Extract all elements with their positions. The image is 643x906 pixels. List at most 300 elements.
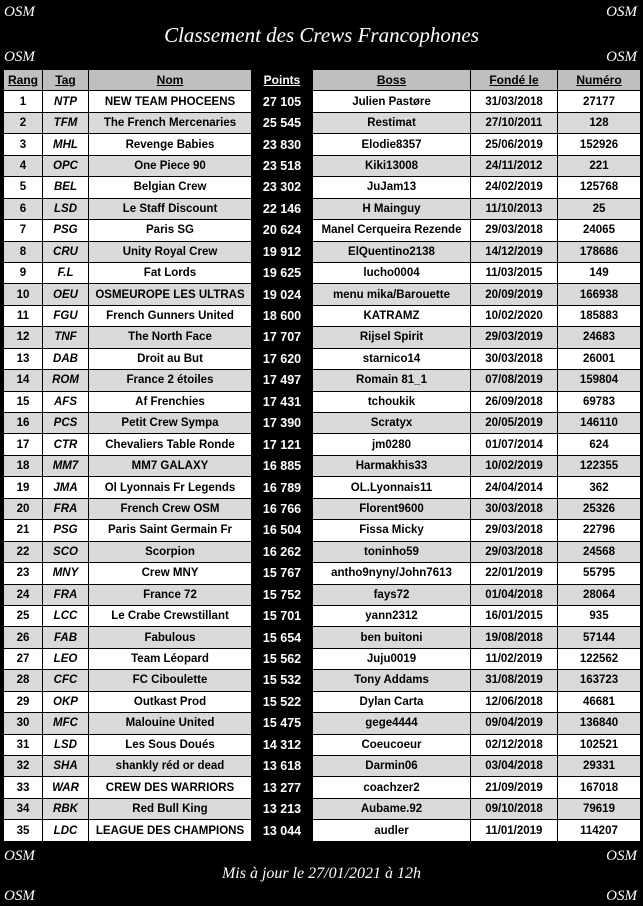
cell-numero: 159804 <box>558 370 641 391</box>
table-row <box>4 348 641 369</box>
cell-fonde: 25/06/2019 <box>471 134 558 155</box>
cell-nom: LEAGUE DES CHAMPIONS <box>89 820 252 841</box>
cell-rang: 9 <box>4 262 43 283</box>
cell-points: 23 518 <box>252 155 313 176</box>
cell-numero: 136840 <box>558 713 641 734</box>
cell-boss: ElQuentino2138 <box>313 241 471 262</box>
cell-rang: 7 <box>4 220 43 241</box>
cell-nom: Le Crabe Crewstillant <box>89 605 252 626</box>
cell-points: 14 312 <box>252 734 313 755</box>
cell-fonde: 29/03/2018 <box>471 541 558 562</box>
table-row <box>4 413 641 434</box>
cell-tag: DAB <box>43 348 89 369</box>
cell-points: 15 475 <box>252 713 313 734</box>
cell-boss: Julien Pastøre <box>313 91 471 112</box>
table-header-row <box>4 70 641 91</box>
cell-rang: 33 <box>4 777 43 798</box>
cell-numero: 166938 <box>558 284 641 305</box>
cell-nom: Malouine United <box>89 713 252 734</box>
cell-fonde: 01/07/2014 <box>471 434 558 455</box>
cell-nom: NEW TEAM PHOCEENS <box>89 91 252 112</box>
table-row <box>4 391 641 412</box>
cell-points: 13 618 <box>252 756 313 777</box>
table-row <box>4 691 641 712</box>
table-row <box>4 756 641 777</box>
cell-rang: 3 <box>4 134 43 155</box>
cell-rang: 20 <box>4 498 43 519</box>
cell-points: 13 044 <box>252 820 313 841</box>
cell-numero: 24683 <box>558 327 641 348</box>
cell-fonde: 24/02/2019 <box>471 177 558 198</box>
cell-boss: Rijsel Spirit <box>313 327 471 348</box>
cell-rang: 6 <box>4 198 43 219</box>
cell-tag: MM7 <box>43 455 89 476</box>
cell-nom: The French Mercenaries <box>89 112 252 133</box>
cell-tag: LSD <box>43 198 89 219</box>
cell-tag: BEL <box>43 177 89 198</box>
cell-numero: 24568 <box>558 541 641 562</box>
header-numero: Numéro <box>558 70 641 91</box>
cell-tag: NTP <box>43 91 89 112</box>
cell-rang: 8 <box>4 241 43 262</box>
cell-fonde: 14/12/2019 <box>471 241 558 262</box>
cell-fonde: 03/04/2018 <box>471 756 558 777</box>
cell-rang: 2 <box>4 112 43 133</box>
cell-fonde: 30/03/2018 <box>471 348 558 369</box>
cell-tag: JMA <box>43 477 89 498</box>
cell-points: 17 431 <box>252 391 313 412</box>
cell-boss: Scratyx <box>313 413 471 434</box>
cell-tag: PSG <box>43 220 89 241</box>
table-row <box>4 91 641 112</box>
cell-numero: 152926 <box>558 134 641 155</box>
table-row <box>4 605 641 626</box>
cell-points: 19 625 <box>252 262 313 283</box>
cell-points: 15 522 <box>252 691 313 712</box>
cell-numero: 221 <box>558 155 641 176</box>
cell-tag: FRA <box>43 584 89 605</box>
cell-rang: 30 <box>4 713 43 734</box>
cell-rang: 14 <box>4 370 43 391</box>
cell-nom: Red Bull King <box>89 798 252 819</box>
cell-fonde: 12/06/2018 <box>471 691 558 712</box>
cell-nom: CREW DES WARRIORS <box>89 777 252 798</box>
cell-points: 16 766 <box>252 498 313 519</box>
cell-rang: 5 <box>4 177 43 198</box>
cell-fonde: 11/10/2013 <box>471 198 558 219</box>
cell-fonde: 07/08/2019 <box>471 370 558 391</box>
table-row <box>4 305 641 326</box>
cell-nom: FC Ciboulette <box>89 670 252 691</box>
cell-rang: 12 <box>4 327 43 348</box>
cell-points: 15 654 <box>252 627 313 648</box>
cell-tag: SHA <box>43 756 89 777</box>
cell-boss: audler <box>313 820 471 841</box>
cell-numero: 25326 <box>558 498 641 519</box>
cell-boss: Darmin06 <box>313 756 471 777</box>
cell-fonde: 11/01/2019 <box>471 820 558 841</box>
cell-numero: 128 <box>558 112 641 133</box>
cell-numero: 149 <box>558 262 641 283</box>
cell-nom: Paris SG <box>89 220 252 241</box>
osm-watermark-bottom-left: OSM <box>4 848 35 864</box>
cell-points: 16 504 <box>252 520 313 541</box>
cell-tag: FRA <box>43 498 89 519</box>
ranking-table <box>3 69 641 842</box>
cell-boss: ben buitoni <box>313 627 471 648</box>
cell-boss: toninho59 <box>313 541 471 562</box>
cell-rang: 11 <box>4 305 43 326</box>
cell-nom: OSMEUROPE LES ULTRAS <box>89 284 252 305</box>
cell-nom: Petit Crew Sympa <box>89 413 252 434</box>
table-row <box>4 820 641 841</box>
cell-numero: 79619 <box>558 798 641 819</box>
cell-tag: LCC <box>43 605 89 626</box>
cell-tag: MNY <box>43 563 89 584</box>
cell-numero: 146110 <box>558 413 641 434</box>
table-row <box>4 262 641 283</box>
table-body <box>4 91 641 841</box>
cell-boss: Restimat <box>313 112 471 133</box>
cell-boss: jm0280 <box>313 434 471 455</box>
cell-fonde: 09/10/2018 <box>471 798 558 819</box>
cell-points: 17 620 <box>252 348 313 369</box>
table-row <box>4 327 641 348</box>
table-row <box>4 541 641 562</box>
cell-fonde: 16/01/2015 <box>471 605 558 626</box>
cell-tag: WAR <box>43 777 89 798</box>
cell-points: 27 105 <box>252 91 313 112</box>
cell-fonde: 10/02/2020 <box>471 305 558 326</box>
table-row <box>4 434 641 455</box>
cell-boss: OL.Lyonnais11 <box>313 477 471 498</box>
cell-points: 19 912 <box>252 241 313 262</box>
cell-boss: coachzer2 <box>313 777 471 798</box>
cell-points: 18 600 <box>252 305 313 326</box>
cell-nom: Fabulous <box>89 627 252 648</box>
cell-fonde: 22/01/2019 <box>471 563 558 584</box>
cell-rang: 13 <box>4 348 43 369</box>
cell-tag: PSG <box>43 520 89 541</box>
cell-boss: tchoukik <box>313 391 471 412</box>
cell-rang: 18 <box>4 455 43 476</box>
page-title: Classement des Crews Francophones <box>164 23 479 47</box>
header-fonde: Fondé le <box>471 70 558 91</box>
cell-tag: TNF <box>43 327 89 348</box>
cell-numero: 27177 <box>558 91 641 112</box>
update-footer: Mis à jour le 27/01/2021 à 12h <box>221 865 422 882</box>
cell-boss: Elodie8357 <box>313 134 471 155</box>
cell-nom: One Piece 90 <box>89 155 252 176</box>
cell-rang: 22 <box>4 541 43 562</box>
cell-boss: KATRAMZ <box>313 305 471 326</box>
cell-points: 15 752 <box>252 584 313 605</box>
cell-boss: starnico14 <box>313 348 471 369</box>
cell-tag: MFC <box>43 713 89 734</box>
cell-nom: Droit au But <box>89 348 252 369</box>
cell-boss: lucho0004 <box>313 262 471 283</box>
table-row <box>4 584 641 605</box>
header-tag: Tag <box>43 70 89 91</box>
cell-nom: France 2 étoiles <box>89 370 252 391</box>
cell-boss: H Mainguy <box>313 198 471 219</box>
cell-points: 15 767 <box>252 563 313 584</box>
cell-boss: Fissa Micky <box>313 520 471 541</box>
cell-points: 15 532 <box>252 670 313 691</box>
cell-points: 15 701 <box>252 605 313 626</box>
cell-points: 23 830 <box>252 134 313 155</box>
cell-fonde: 26/09/2018 <box>471 391 558 412</box>
cell-nom: shankly réd or dead <box>89 756 252 777</box>
cell-nom: MM7 GALAXY <box>89 455 252 476</box>
cell-tag: F.L <box>43 262 89 283</box>
cell-fonde: 31/08/2019 <box>471 670 558 691</box>
cell-nom: Scorpion <box>89 541 252 562</box>
table-row <box>4 220 641 241</box>
cell-nom: Ol Lyonnais Fr Legends <box>89 477 252 498</box>
table-row <box>4 734 641 755</box>
cell-rang: 1 <box>4 91 43 112</box>
cell-numero: 125768 <box>558 177 641 198</box>
cell-nom: Chevaliers Table Ronde <box>89 434 252 455</box>
cell-nom: Team Léopard <box>89 648 252 669</box>
cell-fonde: 30/03/2018 <box>471 498 558 519</box>
cell-nom: Belgian Crew <box>89 177 252 198</box>
cell-boss: gege4444 <box>313 713 471 734</box>
table-row <box>4 370 641 391</box>
cell-rang: 32 <box>4 756 43 777</box>
cell-boss: Coeucoeur <box>313 734 471 755</box>
cell-points: 13 277 <box>252 777 313 798</box>
cell-boss: fays72 <box>313 584 471 605</box>
table-row <box>4 648 641 669</box>
table-row <box>4 198 641 219</box>
cell-numero: 362 <box>558 477 641 498</box>
cell-nom: French Crew OSM <box>89 498 252 519</box>
cell-points: 17 121 <box>252 434 313 455</box>
cell-boss: antho9nyny/John7613 <box>313 563 471 584</box>
cell-tag: PCS <box>43 413 89 434</box>
cell-numero: 163723 <box>558 670 641 691</box>
cell-nom: Unity Royal Crew <box>89 241 252 262</box>
cell-tag: SCO <box>43 541 89 562</box>
cell-rang: 16 <box>4 413 43 434</box>
cell-nom: Af Frenchies <box>89 391 252 412</box>
cell-numero: 25 <box>558 198 641 219</box>
cell-rang: 23 <box>4 563 43 584</box>
cell-tag: OKP <box>43 691 89 712</box>
table-row <box>4 284 641 305</box>
cell-points: 17 707 <box>252 327 313 348</box>
cell-numero: 114207 <box>558 820 641 841</box>
cell-fonde: 01/04/2018 <box>471 584 558 605</box>
osm-watermark-mid-right: OSM <box>606 49 637 65</box>
cell-tag: OEU <box>43 284 89 305</box>
cell-boss: yann2312 <box>313 605 471 626</box>
cell-boss: Tony Addams <box>313 670 471 691</box>
header-nom: Nom <box>89 70 252 91</box>
cell-points: 23 302 <box>252 177 313 198</box>
cell-numero: 624 <box>558 434 641 455</box>
cell-fonde: 09/04/2019 <box>471 713 558 734</box>
cell-fonde: 29/03/2018 <box>471 220 558 241</box>
osm-watermark-footer-left: OSM <box>4 888 35 904</box>
cell-fonde: 24/04/2014 <box>471 477 558 498</box>
cell-boss: Harmakhis33 <box>313 455 471 476</box>
cell-numero: 102521 <box>558 734 641 755</box>
table-row <box>4 477 641 498</box>
cell-tag: LSD <box>43 734 89 755</box>
cell-points: 17 497 <box>252 370 313 391</box>
cell-nom: Fat Lords <box>89 262 252 283</box>
cell-tag: CTR <box>43 434 89 455</box>
cell-numero: 122355 <box>558 455 641 476</box>
cell-nom: The North Face <box>89 327 252 348</box>
cell-points: 17 390 <box>252 413 313 434</box>
table-row <box>4 563 641 584</box>
cell-numero: 24065 <box>558 220 641 241</box>
cell-rang: 27 <box>4 648 43 669</box>
cell-points: 15 562 <box>252 648 313 669</box>
header-points: Points <box>252 70 313 91</box>
cell-tag: RBK <box>43 798 89 819</box>
cell-boss: Romain 81_1 <box>313 370 471 391</box>
cell-rang: 25 <box>4 605 43 626</box>
cell-points: 19 024 <box>252 284 313 305</box>
cell-numero: 185883 <box>558 305 641 326</box>
cell-rang: 21 <box>4 520 43 541</box>
table-row <box>4 112 641 133</box>
cell-tag: CFC <box>43 670 89 691</box>
cell-points: 16 262 <box>252 541 313 562</box>
cell-points: 22 146 <box>252 198 313 219</box>
cell-nom: Crew MNY <box>89 563 252 584</box>
cell-rang: 29 <box>4 691 43 712</box>
cell-rang: 26 <box>4 627 43 648</box>
cell-tag: CRU <box>43 241 89 262</box>
cell-tag: MHL <box>43 134 89 155</box>
cell-rang: 35 <box>4 820 43 841</box>
table-row <box>4 713 641 734</box>
cell-numero: 122562 <box>558 648 641 669</box>
cell-tag: AFS <box>43 391 89 412</box>
cell-tag: ROM <box>43 370 89 391</box>
table-row <box>4 498 641 519</box>
cell-boss: Dylan Carta <box>313 691 471 712</box>
cell-rang: 24 <box>4 584 43 605</box>
osm-watermark-top-left: OSM <box>4 4 35 20</box>
cell-boss: Manel Cerqueira Rezende <box>313 220 471 241</box>
cell-points: 16 885 <box>252 455 313 476</box>
header-boss: Boss <box>313 70 471 91</box>
cell-fonde: 11/03/2015 <box>471 262 558 283</box>
cell-points: 13 213 <box>252 798 313 819</box>
cell-boss: Kiki13008 <box>313 155 471 176</box>
table-row <box>4 177 641 198</box>
cell-numero: 26001 <box>558 348 641 369</box>
cell-numero: 69783 <box>558 391 641 412</box>
osm-watermark-mid-left: OSM <box>4 49 35 65</box>
cell-rang: 10 <box>4 284 43 305</box>
cell-tag: LEO <box>43 648 89 669</box>
cell-fonde: 29/03/2019 <box>471 327 558 348</box>
table-row <box>4 798 641 819</box>
cell-nom: Outkast Prod <box>89 691 252 712</box>
cell-nom: Revenge Babies <box>89 134 252 155</box>
cell-rang: 17 <box>4 434 43 455</box>
cell-rang: 34 <box>4 798 43 819</box>
cell-fonde: 29/03/2018 <box>471 520 558 541</box>
cell-numero: 57144 <box>558 627 641 648</box>
cell-rang: 4 <box>4 155 43 176</box>
cell-tag: TFM <box>43 112 89 133</box>
cell-tag: LDC <box>43 820 89 841</box>
osm-watermark-bottom-right: OSM <box>606 848 637 864</box>
cell-fonde: 02/12/2018 <box>471 734 558 755</box>
cell-points: 20 624 <box>252 220 313 241</box>
cell-rang: 31 <box>4 734 43 755</box>
osm-watermark-top-right: OSM <box>606 4 637 20</box>
cell-fonde: 10/02/2019 <box>471 455 558 476</box>
table-row <box>4 155 641 176</box>
cell-fonde: 20/09/2019 <box>471 284 558 305</box>
cell-boss: menu mika/Barouette <box>313 284 471 305</box>
table-row <box>4 670 641 691</box>
cell-numero: 935 <box>558 605 641 626</box>
cell-numero: 55795 <box>558 563 641 584</box>
table-row <box>4 627 641 648</box>
cell-rang: 19 <box>4 477 43 498</box>
cell-nom: Paris Saint Germain Fr <box>89 520 252 541</box>
cell-numero: 29331 <box>558 756 641 777</box>
cell-boss: Florent9600 <box>313 498 471 519</box>
table-row <box>4 241 641 262</box>
cell-numero: 46681 <box>558 691 641 712</box>
header-rang: Rang <box>4 70 43 91</box>
cell-fonde: 19/08/2018 <box>471 627 558 648</box>
cell-numero: 178686 <box>558 241 641 262</box>
cell-nom: French Gunners United <box>89 305 252 326</box>
cell-rang: 28 <box>4 670 43 691</box>
cell-fonde: 24/11/2012 <box>471 155 558 176</box>
cell-rang: 15 <box>4 391 43 412</box>
cell-fonde: 20/05/2019 <box>471 413 558 434</box>
cell-tag: FGU <box>43 305 89 326</box>
osm-watermark-footer-right: OSM <box>606 888 637 904</box>
table-row <box>4 455 641 476</box>
cell-numero: 28064 <box>558 584 641 605</box>
cell-nom: Le Staff Discount <box>89 198 252 219</box>
cell-nom: Les Sous Doués <box>89 734 252 755</box>
cell-boss: JuJam13 <box>313 177 471 198</box>
cell-points: 25 545 <box>252 112 313 133</box>
cell-fonde: 27/10/2011 <box>471 112 558 133</box>
cell-numero: 22796 <box>558 520 641 541</box>
cell-fonde: 21/09/2019 <box>471 777 558 798</box>
table-row <box>4 520 641 541</box>
cell-tag: OPC <box>43 155 89 176</box>
cell-numero: 167018 <box>558 777 641 798</box>
cell-fonde: 31/03/2018 <box>471 91 558 112</box>
cell-points: 16 789 <box>252 477 313 498</box>
cell-tag: FAB <box>43 627 89 648</box>
cell-boss: Juju0019 <box>313 648 471 669</box>
cell-fonde: 11/02/2019 <box>471 648 558 669</box>
table-row <box>4 134 641 155</box>
cell-boss: Aubame.92 <box>313 798 471 819</box>
table-row <box>4 777 641 798</box>
cell-nom: France 72 <box>89 584 252 605</box>
